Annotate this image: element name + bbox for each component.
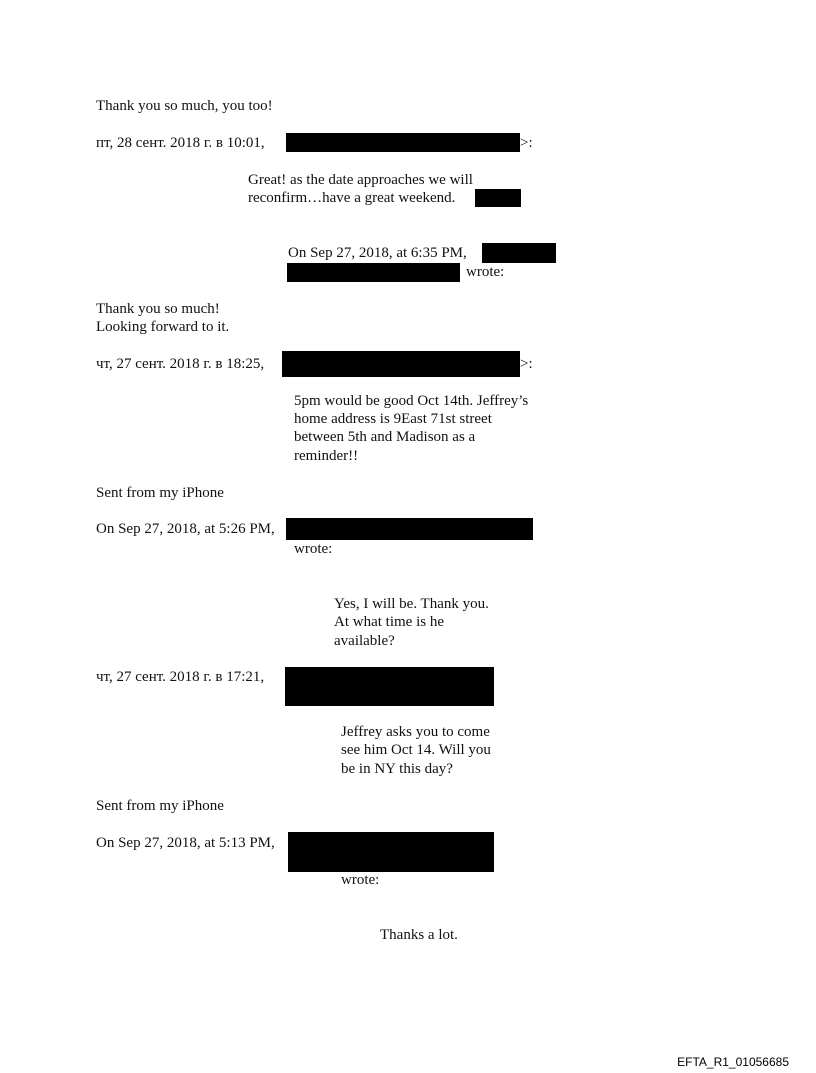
quoted-header-suffix: wrote: bbox=[466, 264, 505, 280]
quoted-message-line: between 5th and Madison as a bbox=[294, 429, 476, 445]
redaction-box bbox=[282, 351, 520, 377]
quoted-message-line: Jeffrey asks you to come bbox=[341, 724, 490, 740]
quoted-header-date: On Sep 27, 2018, at 5:26 PM, bbox=[96, 521, 275, 537]
quoted-message-line: Thanks a lot. bbox=[380, 927, 458, 943]
quoted-header-suffix: wrote: bbox=[341, 872, 380, 888]
quoted-message-line: Yes, I will be. Thank you. bbox=[334, 596, 489, 612]
bates-number: EFTA_R1_01056685 bbox=[677, 1055, 789, 1069]
email-signature: Sent from my iPhone bbox=[96, 798, 224, 814]
quoted-header-suffix: >: bbox=[520, 135, 533, 151]
quoted-header-date: On Sep 27, 2018, at 5:13 PM, bbox=[96, 835, 275, 851]
reply-text: Thank you so much! bbox=[96, 301, 220, 317]
quoted-message-line: home address is 9East 71st street bbox=[294, 411, 492, 427]
redaction-box bbox=[286, 133, 520, 152]
email-signature: Sent from my iPhone bbox=[96, 485, 224, 501]
redaction-box bbox=[287, 263, 460, 282]
redaction-box bbox=[482, 243, 556, 263]
quoted-message-line: reminder!! bbox=[294, 448, 359, 464]
quoted-header-date: чт, 27 сент. 2018 г. в 17:21, bbox=[96, 669, 265, 685]
quoted-message-line: be in NY this day? bbox=[341, 761, 453, 777]
reply-text: Looking forward to it. bbox=[96, 319, 230, 335]
quoted-message-line: 5pm would be good Oct 14th. Jeffrey’s bbox=[294, 393, 529, 409]
redaction-box bbox=[288, 832, 494, 872]
quoted-header-suffix: >: bbox=[520, 356, 533, 372]
redaction-box bbox=[475, 189, 521, 207]
quoted-message-line: reconfirm…have a great weekend. bbox=[248, 190, 456, 206]
redaction-box bbox=[285, 667, 494, 706]
quoted-message-line: available? bbox=[334, 633, 395, 649]
quoted-header-date: чт, 27 сент. 2018 г. в 18:25, bbox=[96, 356, 265, 372]
redaction-box bbox=[286, 518, 533, 540]
quoted-message-line: see him Oct 14. Will you bbox=[341, 742, 491, 758]
quoted-header-suffix: wrote: bbox=[294, 541, 333, 557]
reply-text: Thank you so much, you too! bbox=[96, 98, 273, 114]
quoted-message-line: At what time is he bbox=[334, 614, 444, 630]
quoted-header-date: On Sep 27, 2018, at 6:35 PM, bbox=[288, 245, 467, 261]
quoted-header-date: пт, 28 сент. 2018 г. в 10:01, bbox=[96, 135, 265, 151]
quoted-message-line: Great! as the date approaches we will bbox=[248, 172, 473, 188]
